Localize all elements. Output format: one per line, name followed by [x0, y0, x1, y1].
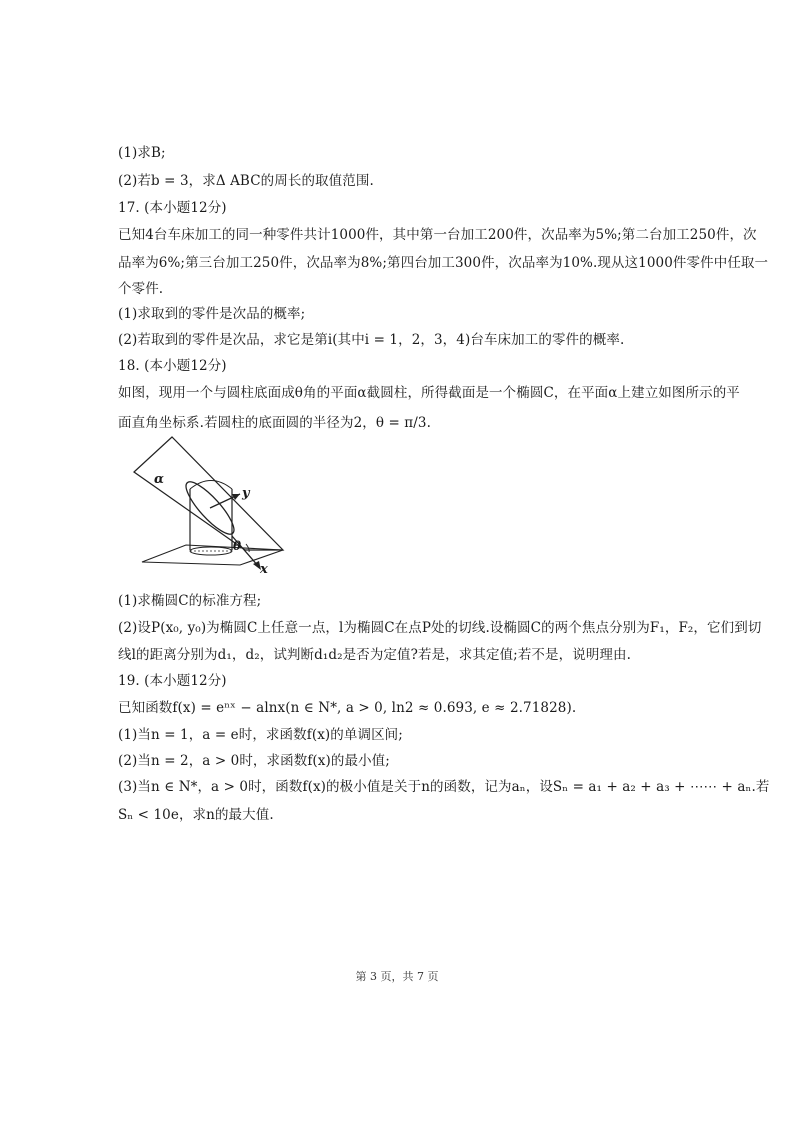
page-footer: 第 3 页，共 7 页 [355, 970, 439, 983]
text-line: (2)若取到的零件是次品，求它是第i(其中i = 1，2，3，4)台车床加工的零件的概率. [118, 332, 625, 348]
text-line: 面直角坐标系.若圆柱的底面圆的半径为2，θ = π/3. [118, 415, 432, 431]
text-line: 已知函数f(x) = eⁿˣ − alnx(n ∈ N*, a > 0, ln2 ≈ 0.693, e ≈ 2.71828). [118, 700, 577, 716]
cylinder-section-figure [128, 432, 298, 578]
text-line: 如图，现用一个与圆柱底面成θ角的平面α截圆柱，所得截面是一个椭圆C，在平面α上建立如图所示的平 [118, 385, 740, 401]
text-line: (2)若b = 3，求Δ ABC的周长的取值范围. [118, 173, 374, 189]
text-line: (1)求椭圆C的标准方程; [118, 593, 262, 609]
question-heading: 18. (本小题12分) [118, 358, 227, 374]
text-line: (2)设P(x₀, y₀)为椭圆C上任意一点，l为椭圆C在点P处的切线.设椭圆C的两个焦点分别为F₁，F₂，它们到切 [118, 620, 762, 636]
text-line: Sₙ < 10e，求n的最大值. [118, 807, 274, 823]
theta-label: θ [233, 539, 242, 553]
question-heading: 17. (本小题12分) [118, 200, 227, 216]
text-line: (1)求取到的零件是次品的概率; [118, 306, 306, 322]
question-heading: 19. (本小题12分) [118, 673, 227, 689]
text-line: 已知4台车床加工的同一种零件共计1000件，其中第一台加工200件，次品率为5%;第二台加工250件，次 [118, 227, 757, 243]
y-axis-label: y [242, 486, 250, 501]
text-line: 个零件. [118, 281, 164, 297]
text-line: (3)当n ∈ N*，a > 0时，函数f(x)的极小值是关于n的函数，记为aₙ，设Sₙ = a₁ + a₂ + a₃ + ⋯⋯ + aₙ.若 [118, 779, 770, 795]
text-line: (2)当n = 2，a > 0时，求函数f(x)的最小值; [118, 753, 390, 769]
text-line: 品率为6%;第三台加工250件，次品率为8%;第四台加工300件，次品率为10%.现从这1000件零件中任取一 [118, 255, 769, 271]
text-line: (1)当n = 1，a = e时，求函数f(x)的单调区间; [118, 727, 403, 743]
text-line: 线l的距离分别为d₁，d₂，试判断d₁d₂是否为定值?若是，求其定值;若不是，说明理由. [118, 647, 632, 663]
x-axis-label: x [260, 562, 268, 577]
text-line: (1)求B; [118, 145, 166, 161]
alpha-label: α [154, 472, 165, 487]
